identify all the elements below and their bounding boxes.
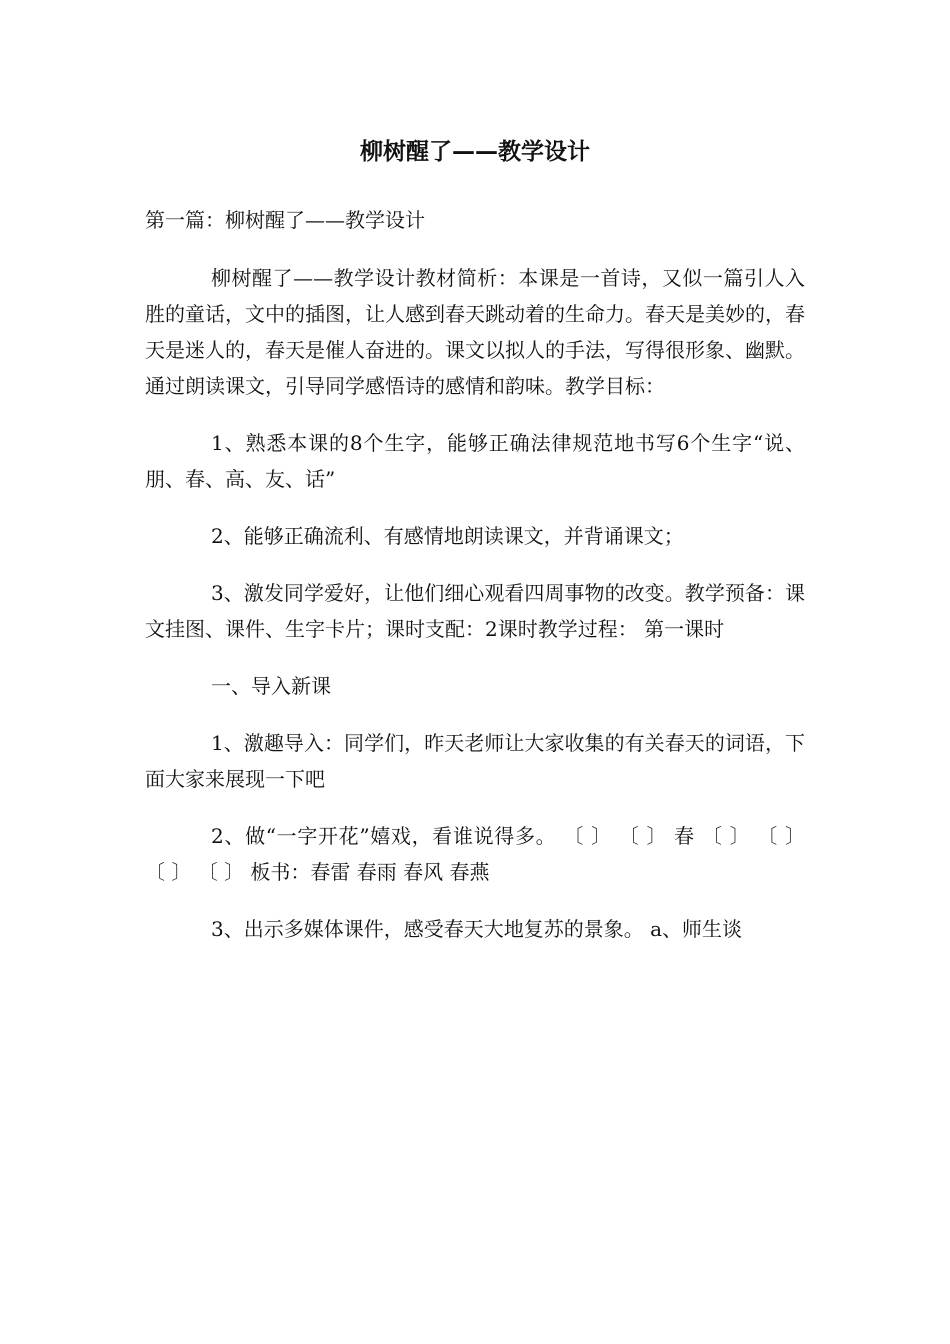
paragraph-section-intro: 一、导入新课 xyxy=(211,674,331,698)
paragraph-intro: 柳树醒了——教学设计教材简析：本课是一首诗，又似一篇引人入胜的童话，文中的插图，让人感到春天跳动着的生命力。春天是美妙的，春天是迷人的，春天是催人奋进的。课文以拟人的手法，写得很形象、幽默。通过朗读课文，引导同学感悟诗的感情和韵味。教学目标： xyxy=(145,266,805,398)
paragraph-step-1: 1、激趣导入：同学们，昨天老师让大家收集的有关春天的词语，下面大家来展现一下吧 xyxy=(145,731,805,791)
paragraph-goal-3: 3、激发同学爱好，让他们细心观看四周事物的改变。教学预备：课文挂图、课件、生字卡片；课时支配：2课时教学过程： 第一课时 xyxy=(145,581,805,641)
section-heading: 第一篇：柳树醒了——教学设计 xyxy=(145,208,425,232)
paragraph-goal-1: 1、熟悉本课的8个生字，能够正确法律规范地书写6个生字“说、朋、春、高、友、话” xyxy=(145,431,805,491)
document-body xyxy=(145,202,805,968)
document-title: 柳树醒了——教学设计 xyxy=(360,139,590,165)
paragraph-step-2: 2、做“一字开花”嬉戏，看谁说得多。 〔 〕 〔 〕 春 〔 〕 〔 〕 〔 〕 〔 〕 板书：春雷 春雨 春风 春燕 xyxy=(145,824,805,884)
paragraph-goal-2: 2、能够正确流利、有感情地朗读课文，并背诵课文； xyxy=(211,524,684,548)
paragraph-step-3: 3、出示多媒体课件，感受春天大地复苏的景象。 a、师生谈 xyxy=(211,917,743,941)
